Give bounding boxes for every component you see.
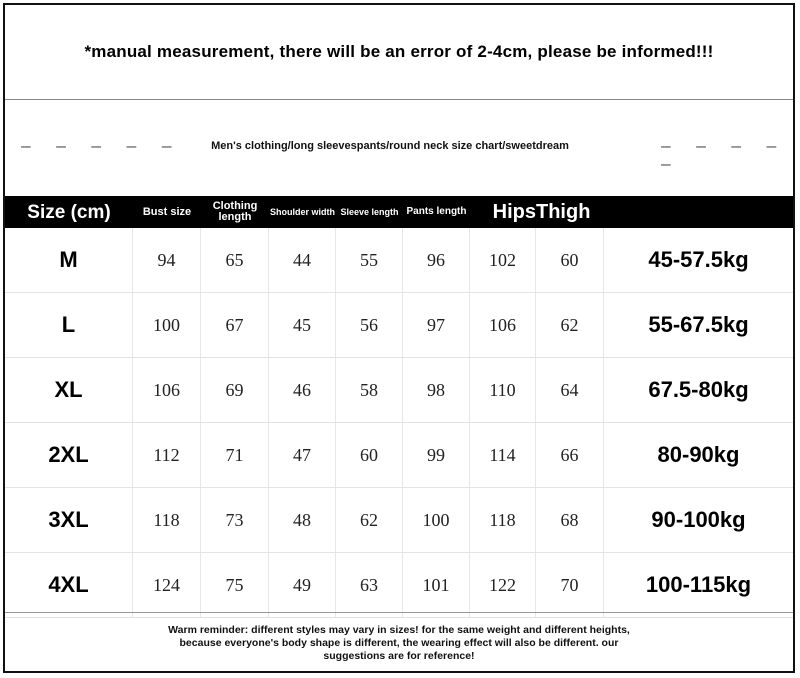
cell-shoulder: 48: [269, 488, 336, 552]
cell-bust: 124: [133, 553, 201, 617]
cell-pants: 101: [403, 553, 470, 617]
cell-hips: 110: [470, 358, 536, 422]
cell-pants: 100: [403, 488, 470, 552]
cell-thigh: 62: [536, 293, 604, 357]
cell-shoulder: 44: [269, 228, 336, 292]
cell-hips: 106: [470, 293, 536, 357]
cell-pants: 98: [403, 358, 470, 422]
dashes-left: — — — — —: [21, 138, 180, 156]
cell-thigh: 68: [536, 488, 604, 552]
table-header: [5, 196, 793, 228]
cell-thigh: 66: [536, 423, 604, 487]
cell-weight: 67.5-80kg: [648, 377, 749, 402]
measurement-notice: [5, 5, 793, 100]
cell-pants: 96: [403, 228, 470, 292]
table-row: [5, 553, 793, 618]
cell-weight: 45-57.5kg: [648, 247, 749, 272]
header-pants-length: Pants length: [406, 206, 467, 217]
cell-sleeve: 63: [336, 553, 403, 617]
cell-sleeve: 58: [336, 358, 403, 422]
cell-clothing-length: 73: [201, 488, 269, 552]
notice-text: *manual measurement, there will be an error of 2-4cm, please be informed!!!: [84, 42, 714, 61]
cell-shoulder: 49: [269, 553, 336, 617]
cell-size: L: [5, 293, 133, 357]
cell-bust: 100: [133, 293, 201, 357]
dashes-right: — — — — —: [661, 138, 785, 174]
cell-weight: 80-90kg: [657, 442, 740, 467]
table-row: [5, 358, 793, 423]
cell-pants: 99: [403, 423, 470, 487]
table-body: [5, 228, 793, 618]
header-clothing-length: Clothing length: [212, 200, 258, 223]
cell-weight: 90-100kg: [651, 507, 746, 532]
cell-hips: 102: [470, 228, 536, 292]
cell-shoulder: 47: [269, 423, 336, 487]
cell-weight: 55-67.5kg: [648, 312, 749, 337]
cell-bust: 118: [133, 488, 201, 552]
cell-sleeve: 56: [336, 293, 403, 357]
cell-sleeve: 62: [336, 488, 403, 552]
cell-clothing-length: 65: [201, 228, 269, 292]
cell-bust: 106: [133, 358, 201, 422]
cell-clothing-length: 69: [201, 358, 269, 422]
chart-subtitle: Men's clothing/long sleevespants/round neck size chart/sweetdream: [211, 140, 569, 152]
table-row: [5, 423, 793, 488]
header-hips: Hips: [492, 201, 536, 223]
cell-thigh: 64: [536, 358, 604, 422]
cell-hips: 114: [470, 423, 536, 487]
table-row: [5, 488, 793, 553]
cell-clothing-length: 75: [201, 553, 269, 617]
cell-size: XL: [5, 358, 133, 422]
cell-pants: 97: [403, 293, 470, 357]
size-chart-frame: [3, 3, 795, 673]
cell-bust: 94: [133, 228, 201, 292]
size-table: [5, 196, 793, 618]
header-size: Size (cm): [27, 201, 111, 223]
cell-sleeve: 55: [336, 228, 403, 292]
header-sleeve-length: Sleeve length: [340, 206, 399, 217]
warm-reminder: [5, 612, 793, 674]
cell-shoulder: 46: [269, 358, 336, 422]
cell-hips: 122: [470, 553, 536, 617]
table-row: [5, 293, 793, 358]
cell-sleeve: 60: [336, 423, 403, 487]
cell-thigh: 70: [536, 553, 604, 617]
cell-bust: 112: [133, 423, 201, 487]
cell-size: 4XL: [5, 553, 133, 617]
cell-thigh: 60: [536, 228, 604, 292]
cell-size: 2XL: [5, 423, 133, 487]
header-thigh: Thigh: [536, 201, 591, 223]
cell-weight: 100-115kg: [645, 572, 752, 597]
cell-clothing-length: 71: [201, 423, 269, 487]
warm-reminder-text: Warm reminder: different styles may vary in sizes! for the same weight and different heights, because everyone's body shape is different, the wearing effect will also be different. our suggestions are for reference!: [168, 624, 630, 662]
header-shoulder-width: Shoulder width: [270, 206, 335, 217]
cell-shoulder: 45: [269, 293, 336, 357]
table-row: [5, 228, 793, 293]
cell-size: M: [5, 228, 133, 292]
cell-clothing-length: 67: [201, 293, 269, 357]
cell-size: 3XL: [5, 488, 133, 552]
header-bust: Bust size: [142, 205, 192, 218]
subtitle-row: [5, 100, 793, 196]
cell-hips: 118: [470, 488, 536, 552]
